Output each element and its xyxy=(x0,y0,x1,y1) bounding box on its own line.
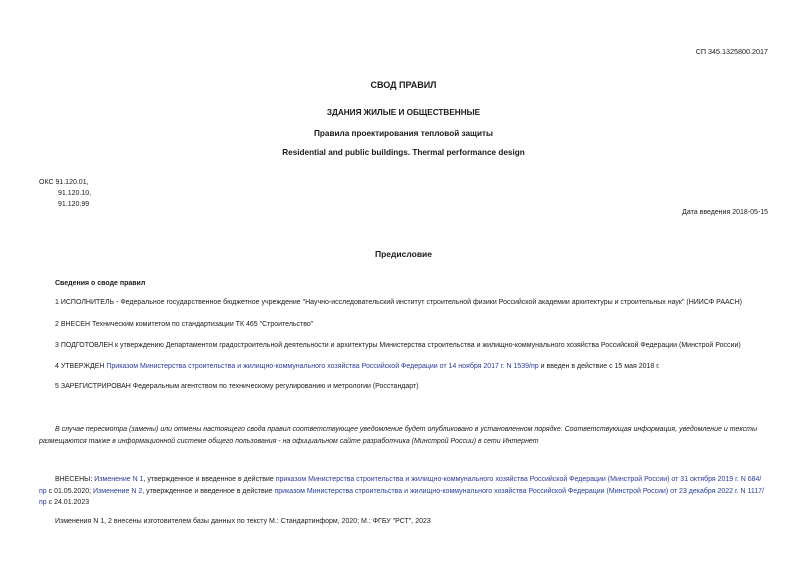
amendment-1-date: с 01.05.2020; xyxy=(46,487,94,495)
info-heading: Сведения о своде правил xyxy=(55,280,146,287)
document-type-title: СВОД ПРАВИЛ xyxy=(370,80,437,90)
approval-order-link[interactable]: Приказом Министерства строительства и жилищно-коммунального хозяйства Российской Федерации от 14 ноября 2017 г. N 1539/пр xyxy=(106,363,539,370)
amendment-1-link[interactable]: Изменение N 1 xyxy=(94,476,144,483)
amendment-1-text: , утвержденное и введенное в действие xyxy=(143,476,276,483)
item-approved xyxy=(55,363,660,370)
preface-title: Предисловие xyxy=(374,249,433,259)
oks-code-1: ОКС 91.120.01, xyxy=(39,179,89,186)
revision-notice: В случае пересмотра (замены) или отмены настоящего свода правил соответствующее уведомление будет опубликовано в установленном порядке. Соответствующая информация, уведомление и тексты размещаются также в информационной системе общего пользования - на официальном сайте разработчика (Минстрой России) в сети Интернет xyxy=(39,426,758,445)
amendment-1-order-link[interactable]: приказом Министерства строительства и жилищно-коммунального хозяйства Российской Федерации (Минстрой России) от 31 октября 2019 г. N 684/пр xyxy=(39,476,762,495)
amendment-2-link[interactable]: Изменение N 2 xyxy=(93,487,143,495)
amendment-2-order-link[interactable]: приказом Министерства строительства и жилищно-коммунального хозяйства Российской Федерации (Минстрой России) от 23 декабря 2022 г. N 1117/пр xyxy=(39,487,765,506)
amendment-2-date: с 24.01.2023 xyxy=(46,499,90,506)
document-code: СП 345.1325800.2017 xyxy=(695,47,768,56)
item-introduced: 2 ВНЕСЕН Техническим комитетом по стандартизации ТК 465 "Строительство" xyxy=(55,321,314,328)
oks-code-3: 91.120.99 xyxy=(58,201,90,209)
item-executor: 1 ИСПОЛНИТЕЛЬ - Федеральное государственное бюджетное учреждение "Научно-исследовательский институт строительной физики Российской академии архитектуры и строительных наук" (НИИСФ РААСН) xyxy=(55,299,742,306)
item-prepared: 3 ПОДГОТОВЛЕН к утверждению Департаментом градостроительной деятельности и архитектуры Министерства строительства и жилищно-коммунального хозяйства Российской Федерации (Минстрой России) xyxy=(55,342,741,349)
document-name-en: Residential and public buildings. Thermal performance design xyxy=(282,148,525,157)
intro-date: Дата введения 2018-05-15 xyxy=(682,209,768,216)
oks-code-2: 91.120.10, xyxy=(58,190,92,198)
edit-note: Изменения N 1, 2 внесены изготовителем базы данных по тексту М.: Стандартинформ, 2020; М.: ФГБУ "РСТ", 2023 xyxy=(55,518,431,525)
amendment-2-text: , утвержденное и введенное в действие xyxy=(142,487,275,495)
amendments-paragraph xyxy=(39,474,769,509)
item-approved-prefix: 4 УТВЕРЖДЕН xyxy=(55,363,107,370)
document-subtitle-ru: Правила проектирования тепловой защиты xyxy=(314,129,493,138)
amendments-lead: ВНЕСЕНЫ: xyxy=(55,476,95,483)
item-registered: 5 ЗАРЕГИСТРИРОВАН Федеральным агентством по техническому регулированию и метрологии (Росстандарт) xyxy=(55,383,419,390)
item-approved-suffix: и введен в действие с 15 мая 2018 г. xyxy=(538,363,660,370)
oks-codes xyxy=(39,177,91,211)
document-name-ru: ЗДАНИЯ ЖИЛЫЕ И ОБЩЕСТВЕННЫЕ xyxy=(326,108,481,117)
